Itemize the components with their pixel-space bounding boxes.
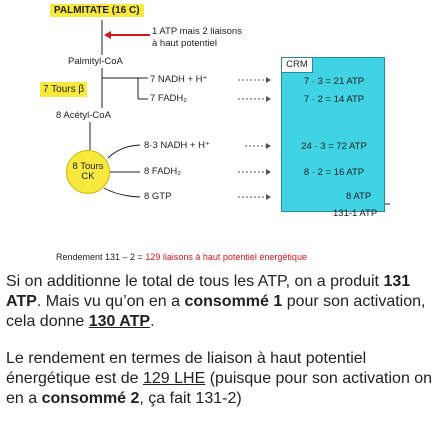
rendement-caption: [56, 252, 307, 263]
nadh-ck-label: 8·3 NADH + H⁺: [144, 140, 210, 151]
p2-text-a: Le rendement en termes de liaison à haut potentiel énergétique est de: [6, 350, 367, 387]
total-atp-label: 131-1 ATP: [333, 208, 378, 219]
crm-row: 7 · 3 = 21 ATP: [303, 76, 365, 87]
paragraph-rendement: [6, 349, 442, 409]
activation-red-arrowhead: [104, 31, 111, 39]
activation-note-line2: à haut potentiel: [152, 38, 217, 49]
tours-ck-line1: 8 Tours: [72, 161, 104, 172]
p2-bold-consomme: consommé 2: [41, 390, 140, 407]
atp-from-gtp-label: 8 ATP: [346, 191, 372, 202]
activation-note-line1: 1 ATP mais 2 liaisons: [152, 26, 242, 37]
crm-label: CRM: [282, 58, 313, 73]
fadh-ck-label: 8 FADH₂: [144, 166, 181, 177]
tours-ck-line2: CK: [81, 171, 95, 182]
p1-underlined-130: 130 ATP: [88, 313, 151, 330]
palmitate-label: PALMITATE (16 C): [50, 4, 144, 17]
crm-box: [281, 57, 385, 212]
palmityl-coa-label: Palmityl-CoA: [68, 56, 123, 67]
rendement-red-text: 129 liaisons à haut potentiel énergétique: [145, 252, 307, 262]
krebs-cycle-circle: [66, 150, 110, 194]
rendement-prefix: Rendement 131 – 2 =: [56, 252, 146, 262]
p1-text-e: pour son activation, cela donne: [6, 293, 426, 330]
acetyl-coa-label: 8 Acétyl-CoA: [56, 110, 111, 121]
crm-row: 24 · 3 = 72 ATP: [301, 141, 367, 152]
p1-bold-131: 131 ATP: [6, 273, 411, 310]
p2-underlined-129: 129 LHE: [143, 370, 206, 387]
paragraph-atp-total: [6, 272, 442, 332]
nadh-beta-label: 7 NADH + H⁺: [150, 74, 208, 85]
p1-text-g: .: [150, 313, 155, 330]
crm-row: 8 · 2 = 16 ATP: [303, 167, 365, 178]
crm-row: 7 · 2 = 14 ATP: [303, 94, 365, 105]
fadh-beta-label: 7 FADH₂: [150, 93, 187, 104]
p2-text-c: (puisque pour son activation on en a: [6, 370, 433, 407]
p1-bold-consomme: consommé 1: [184, 293, 283, 310]
p2-text-e: , ça fait 131-2): [139, 390, 242, 407]
tours-beta-label: 7 Tours β: [40, 82, 87, 97]
p1-text-a: Si on additionne le total de tous les ATP, on a produit: [6, 273, 384, 290]
p1-text-c: . Mais vu qu’on en a: [36, 293, 185, 310]
gtp-ck-label: 8 GTP: [144, 191, 172, 202]
